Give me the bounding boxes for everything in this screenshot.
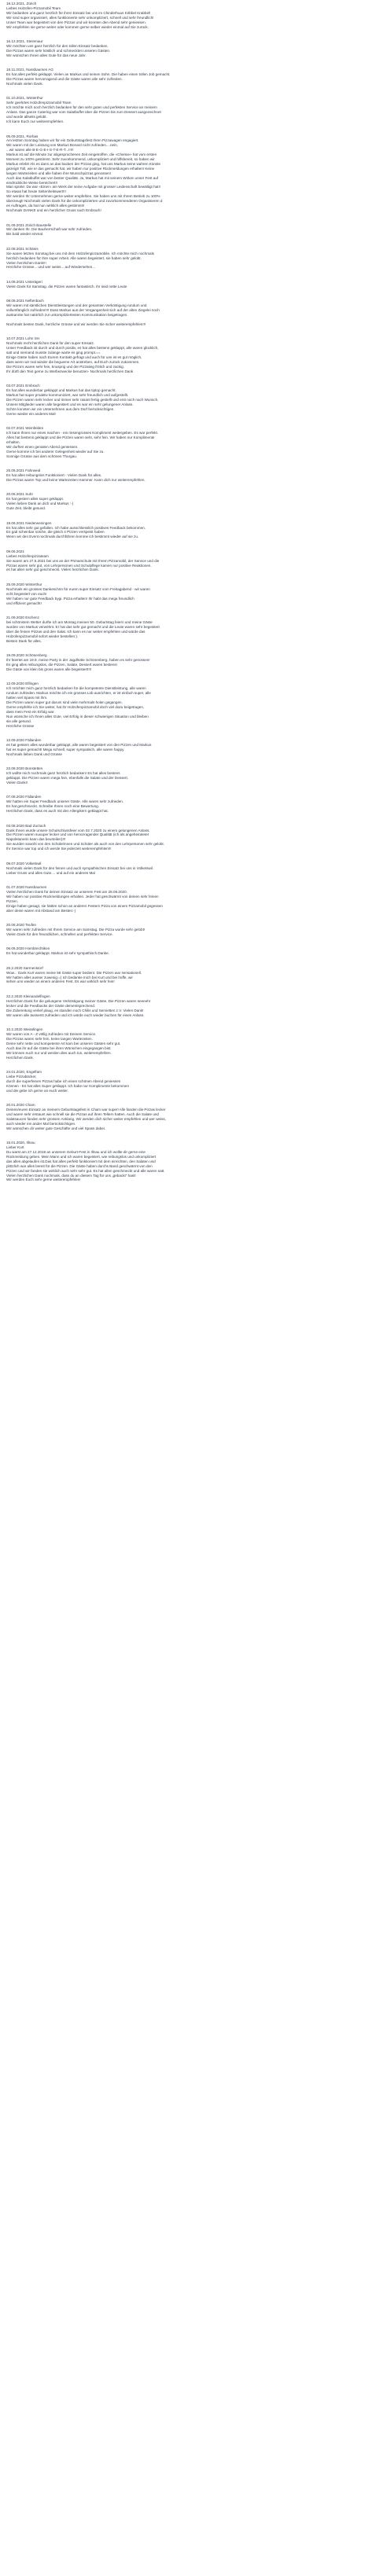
testimonial-text-line: hat es super gemacht! Mega schnell, super sympatisch, alle waren happy. [6,747,125,751]
testimonial-text-line: Wir waren alle äusserst zufrieden und ich würde euch wieder buchen für einen Anlass. [6,1012,145,1017]
testimonial-text-line: Ich kann Euch nur weiterempfehlen. [6,119,64,123]
testimonial-date-location: 19.09.2020 Schönenberg [6,653,47,658]
testimonial-text-line: Sie waren am 27.5.2021 bei uns an der Primarschule mit Ihrem Pizzamobil, der Service und die [6,558,160,563]
testimonial-text-line: Die Pizza's waren sehr fein, knusprig und der Pizzateig frölich und zackig. [6,364,124,369]
testimonial-text-line: Nochmals besten Dank, herzliche Grüsse und wir werden Sie sicher weiterempfehlen!!! [6,322,146,326]
testimonial-text-line: Vielen herzlichen Dank nochmals, dass du an diesem Tag für uns „gebackt" hast! [6,1173,136,1178]
testimonial-entry [6,616,352,643]
testimonial-date-location: 10.2.2020 Weisslingen [6,1027,43,1032]
testimonial-text-line: Alles hat bestens geklappt und die Pizzen waren sehr, sehr fein. Wir haben nur Komplimente [6,435,155,439]
testimonial-text-line: Die Pizzas waren sehr fein, keine langen Wartezeiten. [6,1036,93,1041]
testimonial-text-line: Herzlichen Dank. [6,1055,34,1060]
testimonial-entry [6,1141,352,1182]
testimonial-text-line: Vielen herzlichen Dank für deinen Einsatz an unserem Fest am 28.06.2020. [6,889,127,894]
testimonial-text-line: Pizzas waren sehr gut, von Lehrpersonen und Schulpflege kamen nur positive Reaktionen. [6,563,152,568]
testimonial-entry [6,795,352,814]
testimonial-date-location: 08.08.2021 Neftenbach [6,299,44,303]
testimonial-text-line: Wir können euch nur und werden dies auch tun, weiterempfehlen. [6,1050,112,1055]
testimonial-text-line: Liebes Holzofenpizzateam [6,553,49,558]
testimonial-text-line: Ihr Service war top und ich werde Sie jederzeit weiterempfehlen!!! [6,847,112,851]
testimonial-text-line: Wenn wir den Event nochmals durchführen komme ich bestimmt wieder auf sie zu. [6,535,139,539]
testimonial-date-location: 24.01.2020, Engelfam [6,1070,42,1075]
testimonial-text-line: Gerne komme ich bei anderer Gelegenheit wieder auf Sie zu. [6,449,105,454]
testimonial-text-line: Die Pizzas waren sehr köstlich und schmeckten unseren Gästen. [6,48,111,53]
testimonial-text-line: gezeigt! Toll, wie er das gemacht hat, wir haben nur positive Rückmeldungen erhalten! Keine [6,166,155,171]
testimonial-text-line: Können - Es hat alles Super geklappt. Ich habe nur Komplimente bekommen [6,1083,130,1088]
testimonial-entry [6,1070,352,1093]
testimonial-text-line: Vielen Dank!! [6,780,28,785]
testimonial-text-line: es Auftrages, da hat nun wirklich alles gestimmt!! [6,204,85,208]
testimonial-text-line: Anlass. Das ganze Catering war vom Salatbuffet über die Pizzen bis zum Dessert ausgezeichnet [6,110,161,115]
testimonial-entry [6,582,352,606]
testimonial-text-line: Die Gäste von klein bis gross waren alle begeistert!!!! [6,667,92,671]
testimonial-text-line: Man spürte: Da war «Einer» am Werk der seine Aufgabe mit grosser Leidenschaft bewältigt hat!! [6,185,161,189]
testimonial-entry [6,247,352,270]
testimonial-entry [6,824,352,851]
testimonial-text-line: Wir danken Ihr. Die Bauherrschaft war sehr zufrieden. [6,227,93,232]
testimonial-text-line: Nochmals vielen Dank. [6,81,43,86]
testimonial-text-line: Ihr dürft den Text gerne zu Werbezwecke benutzen- Nochmals herzlichen Dank [6,369,134,373]
testimonial-text-line: Wir werden Ihr Unternehmen gerne weiter empfehlen. Sie haben uns mit Ihrem Betrieb zu 100% [6,194,160,199]
testimonial-text-line: Sie wurden sowohl von den Schülerinnen und Schüler als auch von den Lehrpersonen sehr gelobt. [6,842,164,847]
testimonial-entry [6,966,352,985]
testimonial-entry [6,336,352,373]
testimonial-text-line: Unser Feedback ist durch und durch positiv, es hat alles bestens geklappt, alle waren glücklich, [6,346,159,351]
testimonial-text-line: Es hat alles sehr gut gefallen. Ich habe ausschliesslich positives Feedback bekommen. [6,525,145,530]
testimonial-entry [6,994,352,1018]
testimonial-text-line: echt begeistert von euch! [6,591,47,596]
testimonial-text-line: Du warst am 27.12.2019 an unserem Geburt-Fest in Illnau und ich wollte dir gerne eine [6,1150,145,1154]
testimonial-text-line: Es hat geschmeckt. Schreibe Ihnen noch eine Bewertung. [6,804,99,809]
testimonial-text-line: Unser Team war begeistert von den Pizzas und wir konnten den Abend sehr geniessen. [6,20,146,24]
testimonial-text-line: lecker und die Feedbacks der Gäste dementsprechend. [6,1003,96,1008]
testimonial-text-line: Es gab scheinbar solche, die gleich 4 Pizzen verspeist haben [6,530,105,535]
testimonial-date-location: 05.09.2021, Rorbas [6,134,39,138]
testimonial-text-line: Liebes Holzofen-Pizzamobil Team [6,6,61,10]
testimonial-text-line: Es hat alles reibungslos Funktioniert - Vielen Dank für alles. [6,473,102,477]
testimonial-text-line: und effizient gemacht! [6,601,42,605]
testimonial-text-line: wurden von Markus verwöhnt. Er hat das sehr gut gemacht und die Leute waren sehr begeistert [6,624,160,629]
testimonial-text-line: Nochmals vielen Dank für den feinen und auch sympathischen Einsatz bei uns in Volketswil. [6,865,154,870]
testimonial-text-line: ...wir waren alle B-E-G-E-I-S-T-E-R-T...!!!!! [6,148,74,153]
testimonial-text-line: Pizzen. [6,898,19,903]
testimonial-text-line: Lieber Kurt [6,1145,24,1150]
testimonial-date-location: 09.06.2021 [6,549,24,553]
testimonial-text-line: Nochmals lieben Dank und Grüsse [6,751,62,756]
testimonial-date-location: 16.12.2021, Steinmaur [6,39,43,44]
testimonial-text-line: Nochmals recht herzlichen Dank für den super Einsatz. [6,341,95,346]
testimonial-date-location: 02.07.2021 Weinfelden [6,426,44,431]
testimonial-text-line: Nun wünsche ich Ihnen alles Gute, viel Erfolg in dieser schwierigen Situation und bleiben [6,714,149,718]
testimonial-entry [6,384,352,416]
testimonial-text-line: Sehr geehrtes Holzofenpizzamobil Team [6,101,72,105]
testimonial-text-line: Herzlichen Dank für die gelungene Verköstigung meiner Gäste. Die Pizzen waren seeeehr [6,998,151,1003]
testimonial-text-line: Moment zu 100% gestimmt. Sehr zuvorkommend, unkompliziert und hilfsbereit, so haben wir [6,157,155,162]
testimonial-text-line: Vielen herzlichen Dank!!! [6,260,46,265]
testimonial-text-line: und waren sehr erstaunt wie schnell sie die Pizzas auf ihren Tellern hatten. Auch die Salate und [6,1112,159,1116]
testimonial-text-line: Lieber Gruss und alles Gute.... und auf ein anderes Mal [6,870,95,875]
testimonial-text-line: Napoletanerin kann das beurteilen)!!! [6,837,66,842]
testimonial-entry [6,766,352,785]
testimonial-list [6,2,352,1192]
testimonial-text-line: Ihr feiertet am 19.9. meine Party in der Jagdhütte Schönenberg, haben es sehr genossen! [6,658,150,663]
testimonial-text-line: Am letzten Sonntag haben wir für ein Geburtstagsfest Ihren Pizzawagen engagiert. [6,138,139,143]
testimonial-text-line: Herzliche Grüsse... und wer weiss... auf Wiedersehen... [6,265,96,270]
testimonial-text-line: aber deine waren mit Abstand am Besten:-) [6,908,76,913]
testimonial-date-location: 01.10.2021, Winterthur [6,96,43,101]
testimonial-text-line: Sonnige Grüsse aus dem schönen Thurgau. [6,454,78,458]
testimonial-entry [6,549,352,573]
testimonial-entry [6,299,352,326]
testimonial-text-line: Wir sind super organisiert, alles funktionierte sehr unkompliziert, schnell und sehr freundlich! [6,15,154,20]
testimonial-date-location: 18.12.2021, Zürich [6,2,37,6]
testimonial-date-location: 23.08.2020 Bonstetten [6,766,43,771]
testimonial-text-line: Es ging alles reibungslos, die Pizzen, Salate, Dessert waren bestens! [6,662,117,667]
testimonial-date-location: 12.09.2020 Fällanden [6,738,42,742]
testimonial-text-line: Vielen Dank für den freundlichen, schnellen und perfekten Service. [6,932,113,936]
testimonial-text-line: Gerne empfehle ich Sie weiter, hat ihr Holzofenpizzamobil doch viel dazu beigetragen, [6,704,145,709]
testimonial-text-line: geklappt. Die Pizzen waren mega fein, ebenfalls die Salate und der Dessert. [6,776,129,781]
testimonial-text-line: es hat allen sehr gut geschmeckt. Vielen herzlichen Dank. [6,568,99,572]
testimonial-text-line: Ich möchte mich noch herzlich bedanken für den sehr guten und perfekten Service an meinem [6,105,157,110]
testimonial-text-line: Dank Ihnen wurde unsere Schulschlussfeier vom 02.7.2020 zu einem gelungenen Anlass. [6,828,150,832]
testimonial-text-line: Nochmals DANKE und ein herzlicher Gruss nach Embrach! [6,208,101,212]
testimonial-entry [6,68,352,86]
testimonial-text-line: Rückmeldung geben. Mein Mann und ich waren begeistert, wie reibungslos und unkompliziert [6,1154,157,1159]
testimonial-text-line: Markus hat super proaktiv kommuniziert, war sehr freundlich und aufgestellt. [6,393,129,398]
testimonial-date-location: 22.08.2021 Schänis [6,246,39,251]
testimonial-date-location: 22.2.2020 Kleinandelfingen [6,994,50,998]
testimonial-date-location: 07.08.2020 Fällanden [6,795,42,799]
testimonial-text-line: Es hat gestern alles super geklappt. [6,497,64,502]
testimonial-text-line: Unsere Mitglieder waren alle begeistert und es war ein sehr gelungener Anlass. [6,402,134,406]
testimonial-date-location: 03.08.2020 Bad Zurzach [6,823,46,828]
testimonial-date-location: 18.11.2021, Nussbaumen AG [6,68,53,72]
testimonial-text-line: bei schönstem Wetter durfte ich am Montag meinen 50. Geburtstag feiern und meine Gäste [6,620,153,624]
testimonial-text-line: Wir haben nur positive Rückmeldungen erhalten. Jeder hat geschwärmt von deinen sehr feinen [6,894,159,898]
testimonial-date-location: 19.06.2021 Niederweningen [6,520,52,525]
testimonial-entry [6,1103,352,1130]
testimonial-text-line: Wir hatten ein Super Feedback unserer Gäste. Alle waren sehr zufrieden. [6,799,124,804]
testimonial-entry [6,223,352,237]
testimonial-text-line: hatten viel Spass mit ihm. [6,696,48,700]
testimonial-text-line: über die feinen Pizzas und den Salat. Ich kann es nur weiter empfehlen und würde das [6,629,145,634]
testimonial-date-location: 01.07.2020 Nussbaumen [6,885,47,889]
testimonial-text-line: Wir durften einen genialen Abend geniessen. [6,444,79,449]
testimonial-text-line: Es hat alles wunderbar geklappt und Markus hat das tiptop gemacht. [6,388,116,393]
testimonial-text-line: und wurde allseits gelobt. [6,115,47,119]
testimonial-text-line: Die Pizzen waren suuuper lecker und von hervorragender Qualität (ich als angeheirateter [6,832,149,837]
testimonial-date-location: 01.09.2021 Zürich Baustelle [6,222,52,227]
testimonial-text-line: Pizzen und wir fanden sie wirklich auch sehr sehr gut. Es hat allen geschmeckt und alle waren satt. [6,1168,165,1173]
testimonial-text-line: Es hat wunderbar geklappt. Markus ist sehr sympathisch.Danke. [6,951,109,956]
testimonial-text-line: Sie waren letzten Sonntag bei uns mit dem Holzofenpizzamobile. Ich möchte mich nochmals [6,251,154,255]
testimonial-text-line: Wir waren von A - Z völlig zufrieden mit Deinem Service. [6,1032,97,1036]
testimonial-entry [6,738,352,757]
testimonial-entry [6,653,352,672]
testimonial-text-line: Holzofenpizzamobil sofort wieder bestellen:). [6,634,79,638]
testimonial-date-location: 21.09.2020 Eschenz [6,616,39,620]
testimonial-entry [6,862,352,876]
testimonial-text-line: Bis bald wieder einmal. [6,232,44,237]
testimonial-date-location: 03.07.2021 Embrach [6,384,40,388]
testimonial-text-line: Wir bedanken uns ganz herzlich für ihren Einsatz bei uns im Chinderhuus Kribbel Krabbel! [6,10,151,15]
testimonial-text-line: Wir werden Euch sehr gerne weiterempfehlen! [6,1178,81,1182]
testimonial-text-line: Wir wünschen dir weiter gute Geschäfte und viel Spass dabei. [6,1126,106,1130]
testimonial-entry [6,923,352,937]
testimonial-text-line: Es hat alles perfekt geklappt. Vielen an Markus und seinen Sohn. Die haben einen tollen Job gemacht. [6,72,171,77]
testimonial-entry [6,521,352,540]
testimonial-text-line: es hat gestern alles wunderbar geklappt, alle waren begeistert von den Pizzen und Markus [6,742,152,747]
testimonial-text-line: durch die superfeinen Pizzas habe ich einen schönen Abend geniessen [6,1079,121,1083]
testimonial-date-location: 20.06.2020 Teufen [6,923,36,928]
testimonial-text-line: Herzlichen Dank, dass es auch mit den Allergikern geklappt hat. [6,809,109,814]
testimonial-entry [6,946,352,956]
testimonial-text-line: Liebe Pizzabäcker, [6,1074,37,1079]
testimonial-text-line: Einige haben gesagt, sie hätten schon an anderen Festern Pizza von einem Pizzamobil gegessen [6,903,163,908]
testimonial-text-line: das alles abgelaufen ist.Das hat alles perfekt funktioniert mit dem einrichten, den Salaten und [6,1159,156,1163]
testimonial-entry [6,426,352,458]
testimonial-text-line: Wir empfehlen sie gerne weiter oder kommen gerne selber wieder einmal auf Sie zurück. [6,24,149,29]
testimonial-entry [6,1027,352,1060]
testimonial-text-line: Auch das Salatbuffet war von bester Qualität. Ja, Markus hat mit seinem Wirken unser Fest auf [6,175,159,180]
testimonial-text-line: Salatsaucen fanden sehr grossen Anklang. Wir werden dich sicher weiter empfehlen und wer weiss, [6,1116,166,1121]
testimonial-text-line: Wir waren sehr zufrieden mit Ihrem Service am Samstag. Die Pizza wurde sehr gelobt! [6,927,145,932]
testimonial-text-line: Wir waren mit sämtlichen Dienstleistungen und der gesamten Verköstigung rundum und [6,303,147,308]
testimonial-entry [6,885,352,913]
testimonial-text-line: Wir möchten uns ganz herzlich für den tollen Einsatz bedanken. [6,43,109,48]
testimonial-text-line: Die Zubereitung verlief plaug, es standen noch Chilis und Servietten z.V. Vielen Dank! [6,1008,144,1012]
testimonial-text-line: Gerne wieder ein anderes Mal! [6,411,56,416]
testimonial-text-line: Herzliche Grüsse [6,723,35,728]
testimonial-text-line: dass wenn wir mal wieder die begueme Art anstreben, auf Euch zurück zukommen. [6,359,140,364]
testimonial-date-location: 09.07.2020 Volketswil [6,861,42,865]
testimonial-text-line: langen Wartezeiten und alle haben ihre Wunschpizzas genossen! [6,171,112,175]
testimonial-text-line: Wir wünschen Ihnen alles Gute für das neue Jahr. [6,53,87,57]
testimonial-text-line: Vielen lieben Dank an dich und Markus :-) [6,502,74,506]
testimonial-date-location: 25.06.2021 Fahrweid [6,469,41,473]
testimonial-text-line: überzeugt! Nochmals vielen Dank für die unkomplizierten und zuvorkommenderen Organisieren d [6,199,163,204]
testimonial-text-line: Wir waren mit der Leistung von Markus Bonard nicht zufrieden....nein, [6,143,118,148]
testimonial-entry [6,2,352,29]
testimonial-text-line: Deinen/euren Einsatz an meinem Geburtstagsfest in Cham war super! Alle fanden die Pizzas lecker [6,1108,166,1112]
testimonial-text-line: Schön konnten wir ein Unternehmen aus dem Dorf berücksichtigen. [6,406,115,411]
testimonial-date-location: 25.09.2020 Winterthur [6,582,42,586]
testimonial-text-line: Gute Zeit, bleibt gesund. [6,506,46,511]
testimonial-date-location: 06.06.2020 Hombrechtikon [6,946,50,951]
testimonial-entry [6,134,352,213]
testimonial-entry [6,39,352,58]
testimonial-text-line: Wow... Dank Kurt waren meine 56 Gäste super bedient. Die Pizzen war sensationell. [6,970,142,975]
testimonial-text-line: Vielen Dank für Samstag. die Pizzen waren fantastisch. Ihr seid nette Leute [6,284,127,288]
testimonial-text-line: Wir haben nur gute Feedback bygi. Pizza erhalten! Ihr habt das mega freundlich [6,596,134,601]
testimonial-text-line: Wir hatten alles ausser zuwenig:=) Ich bedanke mich bei Kurt und bei hoffe, wir [6,975,133,979]
testimonial-date-location: 12.09.2020 Elfingen [6,682,39,686]
testimonial-text-line: plötzlich war alles bereit für die Pizzen. Die Gäste haben durchs Band geschwärmt von den [6,1163,153,1168]
testimonial-text-line: herzlich bedanken für Ihre super Arbeit. Alle waren begeistert, sie haben sehr gelobt. [6,255,142,260]
testimonial-text-line: vollumfänglich zufrieden!!!! Dass Markus aus der Vergangenheit sich auf der alten Ziegelei noch [6,308,160,313]
testimonial-text-line: erhalten. [6,439,20,444]
testimonial-entry [6,96,352,123]
testimonial-text-line: satt und niemand musste zulange warte es ging prompt.== [6,351,101,355]
testimonial-text-line: auch wieder ein ander Mal berücksichtigen. [6,1121,76,1126]
testimonial-text-line: Markus ist auf die Minute zur abgesprochenen Zeit eingetroffen, die «Chemie» hat vom ersten [6,153,157,157]
testimonial-text-line: Ich möchter mich ganz herzlich bedanken für die kompetente Dienstleistung, alle waren [6,686,146,691]
testimonial-entry [6,492,352,511]
testimonial-text-line: auskannte hat natürlich zur unkompliziertesten Kommunikation beigetragen. [6,313,128,318]
testimonial-date-location: 20.06.2021 Suhr [6,492,33,497]
testimonial-text-line: Die Pizzas waren Top und keine Wartezeiten Hammer. Kann dich nur weiterempfehlen. [6,477,145,482]
testimonial-date-location: 15.01.2020, Illnau [6,1141,35,1145]
testimonial-date-location: 26.2.2020 Sarmenstorf [6,965,43,970]
testimonial-date-location: 10.07.2021 Lohn SH [6,336,40,341]
testimonial-text-line: sehen uns wieder an einem anderen Fest. Es war wirklich sehr fein! [6,979,115,984]
testimonial-text-line: Die Pizzen waren sehr lecker und immer sehr rasant fertig gestellt und erst noch nach Wunsch. [6,397,159,402]
testimonial-text-line: sie alle gesund. [6,718,31,723]
testimonial-text-line: Markus erlebt! Als es dann an das backen der Pizzas ging, hat uns Markus seine wahren Künste [6,161,161,166]
testimonial-text-line: Ich wollte mich nochmals ganz herzlich bedanken! Es hat alles bestens [6,771,120,776]
testimonial-date-location: 20.01.2020 Cham [6,1103,35,1108]
testimonial-text-line: eindrückliche Weise bereichert!! [6,180,58,185]
testimonial-text-line: Deine sehr nette und kompetente Art kam bei unseren Gästen sehr gut. [6,1041,121,1045]
testimonial-entry [6,280,352,289]
testimonial-text-line: Einige Gäste haben nach Eurem Kontakt gefragt und auch für uns ist es gut möglich, [6,355,142,359]
testimonial-text-line: dass mein Fest ein Erfolg war. [6,709,55,714]
testimonial-entry [6,469,352,483]
testimonial-text-line: und die gebe ich gerne an euch weiter. [6,1088,68,1093]
testimonial-text-line: rundum zufrieden. Markus möchte ich ein grosses Lob ausrichten, er ist einfach super, alle [6,691,151,696]
testimonial-text-line: Die Pizzas waren hervorragend und die Gäste waren alle sehr zufrieden. [6,77,123,82]
testimonial-text-line: Ich kann Ihnen nur eines machen - ein riesengrosses Kompliment weitergeben. Es war perfekt. [6,431,159,435]
testimonial-date-location: 14.08.2021 Unterägeri [6,279,42,284]
testimonial-text-line: Nochmals ein grosses Dankeschön für euren super Einsatz vom Freitagabend - wir waren [6,586,150,591]
testimonial-text-line: Die Pizzen waren super gut darum sind viele mehrmals holen gegangen. [6,700,123,704]
testimonial-text-line: So etwas hat heute Seltenheitswert!!! [6,189,66,194]
testimonial-text-line: Besten Dank für alles. [6,638,42,643]
testimonial-text-line: Auch das ihr auf die Gäste bei ihren Wünschen eingegangen bist. [6,1045,112,1050]
testimonial-entry [6,682,352,728]
